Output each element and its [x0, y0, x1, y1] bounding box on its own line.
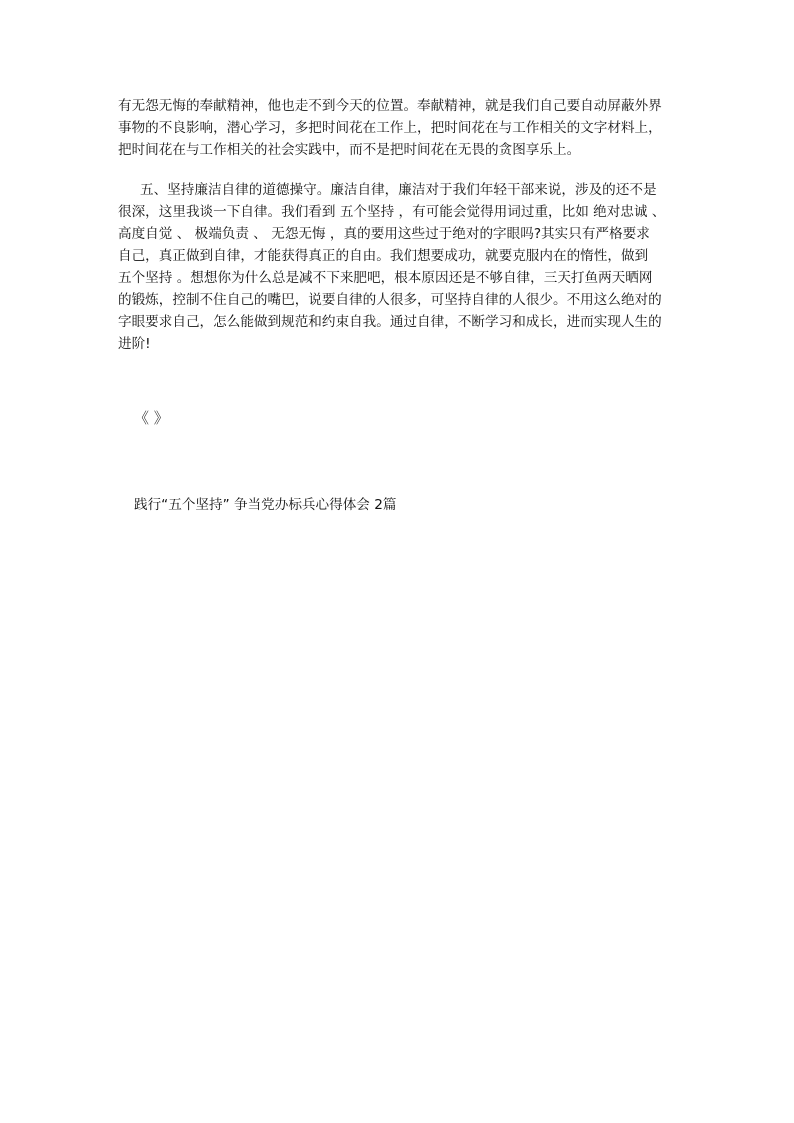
- paragraph2-line-7: 字眼要求自己，怎么能做到规范和约束自我。通过自律，不断学习和成长，进而实现人生的: [118, 314, 662, 330]
- paragraph2-line-8: 进阶!: [118, 336, 151, 352]
- paragraph2-line-5: 五个坚持 。想想你为什么总是减不下来肥吧，根本原因还是不够自律，三天打鱼两天晒网: [118, 270, 653, 286]
- paragraph2-line-3: 高度自觉 、 极端负责 、 无怨无悔 ，真的要用这些过于绝对的字眼吗?其实只有严格要求: [118, 226, 650, 242]
- related-article-title[interactable]: 践行“五个坚持” 争当党办标兵心得体会 2篇: [134, 497, 397, 513]
- paragraph2-line-4: 自己，真正做到自律，才能获得真正的自由。我们想要成功，就要克服内在的惰性，做到: [118, 248, 649, 264]
- paragraph1-line-3: 把时间花在与工作相关的社会实践中，而不是把时间花在无畏的贪图享乐上。: [118, 142, 581, 158]
- pagination-arrows[interactable]: 《 》: [134, 409, 169, 427]
- paragraph2-line-2: 很深，这里我谈一下自律。我们看到 五个坚持 ，有可能会觉得用词过重，比如 绝对忠诚 、: [118, 204, 666, 220]
- paragraph2-line-1: 五、坚持廉洁自律的道德操守。廉洁自律，廉洁对于我们年轻干部来说，涉及的还不是: [140, 182, 657, 198]
- paragraph1-line-2: 事物的不良影响，潜心学习，多把时间花在工作上，把时间花在与工作相关的文字材料上，: [118, 120, 662, 136]
- paragraph1-line-1: 有无怨无悔的奉献精神，他也走不到今天的位置。奉献精神，就是我们自己要自动屏蔽外界: [118, 98, 662, 114]
- paragraph2-line-6: 的锻炼，控制不住自己的嘴巴，说要自律的人很多，可坚持自律的人很少。不用这么绝对的: [118, 292, 662, 308]
